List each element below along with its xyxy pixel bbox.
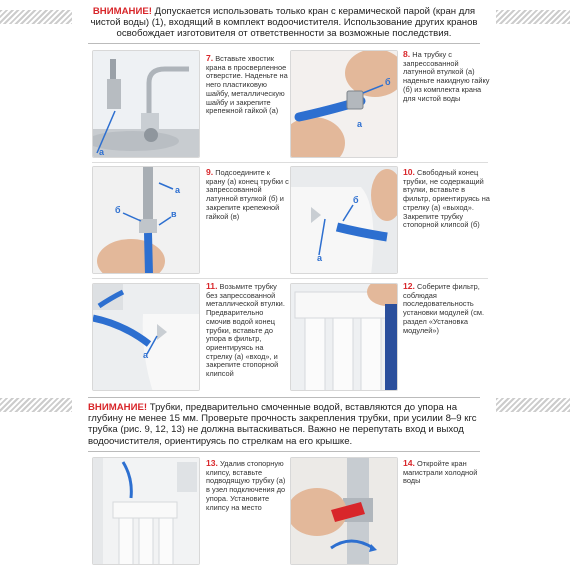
step-9-number: 9. xyxy=(206,167,214,177)
callout-b: б xyxy=(115,205,121,215)
photo-step-8 xyxy=(290,50,398,158)
step-12-number: 12. xyxy=(403,281,415,291)
step-14 xyxy=(403,459,491,486)
step-7 xyxy=(206,54,290,116)
callout-a: а xyxy=(317,253,323,263)
callout-a: а xyxy=(357,119,363,129)
step-12-text: Соберите фильтр, соблюдая последовательность установки модулей (см. раздел «Установка модулей») xyxy=(403,282,485,335)
step-14-number: 14. xyxy=(403,458,415,468)
step-8-text: На трубку с запрессованной латунной втулкой (а) наденьте накидную гайку (б) из комплекта крана для чистой воды xyxy=(403,50,490,103)
step-7-number: 7. xyxy=(206,53,214,63)
hatch-strip-mid-left xyxy=(0,398,72,412)
callout-b: б xyxy=(353,195,359,205)
step-10-number: 10. xyxy=(403,167,415,177)
photo-step-10 xyxy=(290,166,398,274)
step-13-text: Удалив стопорную клипсу, вставьте подводящую трубку (а) в узел подключения до упора. Установите клипсу на место xyxy=(206,459,286,512)
callout-v: в xyxy=(171,209,177,219)
step-9-text: Подсоедините к крану (а) конец трубки с запрессованной латунной втулкой (б) и закрепите крепежной гайкой (в) xyxy=(206,168,289,221)
step-11-number: 11. xyxy=(206,281,218,291)
warning-top xyxy=(88,6,480,40)
photo-step-14 xyxy=(290,457,398,565)
warning-top-label: ВНИМАНИЕ! xyxy=(92,6,152,17)
photo-step-9 xyxy=(92,166,200,274)
callout-a: а xyxy=(99,147,105,157)
photo-step-11 xyxy=(92,283,200,391)
warning-mid-text: Трубки, предварительно смоченные водой, вставляются до упора на глубину не менее 15 мм. Проверьте прочность закрепления трубки, при усилии 8–9 кгс трубка (рис. 9, 12, 13) не должна вытаскиваться. Важно не перепутать вход и выход водоочистителя, ориентируясь по стрелкам на его крышке. xyxy=(88,402,477,447)
step-13-number: 13. xyxy=(206,458,218,468)
step-8-number: 8. xyxy=(403,49,411,59)
step-13 xyxy=(206,459,290,512)
hatch-strip-top-right xyxy=(496,10,570,24)
photo-step-12 xyxy=(290,283,398,391)
step-14-text: Откройте кран магистрали холодной воды xyxy=(403,459,478,486)
photo-step-13 xyxy=(92,457,200,565)
row-divider-2 xyxy=(92,278,488,279)
step-12 xyxy=(403,282,491,335)
hatch-strip-mid-right xyxy=(496,398,570,412)
step-9 xyxy=(206,168,290,221)
warning-mid xyxy=(88,402,480,447)
callout-b: б xyxy=(385,77,391,87)
warning-top-text: Допускается использовать только кран с керамической парой (кран для чистой воды) (1), входящий в комплект водоочистителя. Использование других кранов освобождает изготовителя от ответственности за возможные последствия. xyxy=(90,6,478,40)
warning-mid-divider-bottom xyxy=(88,451,480,452)
hatch-strip-top-left xyxy=(0,10,72,24)
step-7-text: Вставьте хвостик крана в просверленное отверстие. Наденьте на него пластиковую шайбу, металлическую шайбу и закрепите крепежной гайкой (а) xyxy=(206,54,288,116)
step-8 xyxy=(403,50,491,103)
warning-mid-label: ВНИМАНИЕ! xyxy=(88,402,148,413)
step-11-text: Возьмите трубку без запрессованной металлической втулки. Предварительно смочив водой конец трубки, вставьте до упора в фильтр, ориентируясь на стрелку (а) «вход», и закрепите стопорной клипсой xyxy=(206,282,285,379)
row-divider-1 xyxy=(92,162,488,163)
photo-step-7 xyxy=(92,50,200,158)
step-10-text: Свободный конец трубки, не содержащий втулки, вставьте в фильтр, ориентируясь на стрелку (а) «выход». Закрепите трубку стопорной клипсой (б) xyxy=(403,168,490,230)
step-10 xyxy=(403,168,491,230)
step-11 xyxy=(206,282,290,379)
callout-a: а xyxy=(143,350,149,360)
callout-a: а xyxy=(175,185,181,195)
warning-top-divider xyxy=(88,43,480,44)
warning-mid-divider-top xyxy=(88,397,480,398)
